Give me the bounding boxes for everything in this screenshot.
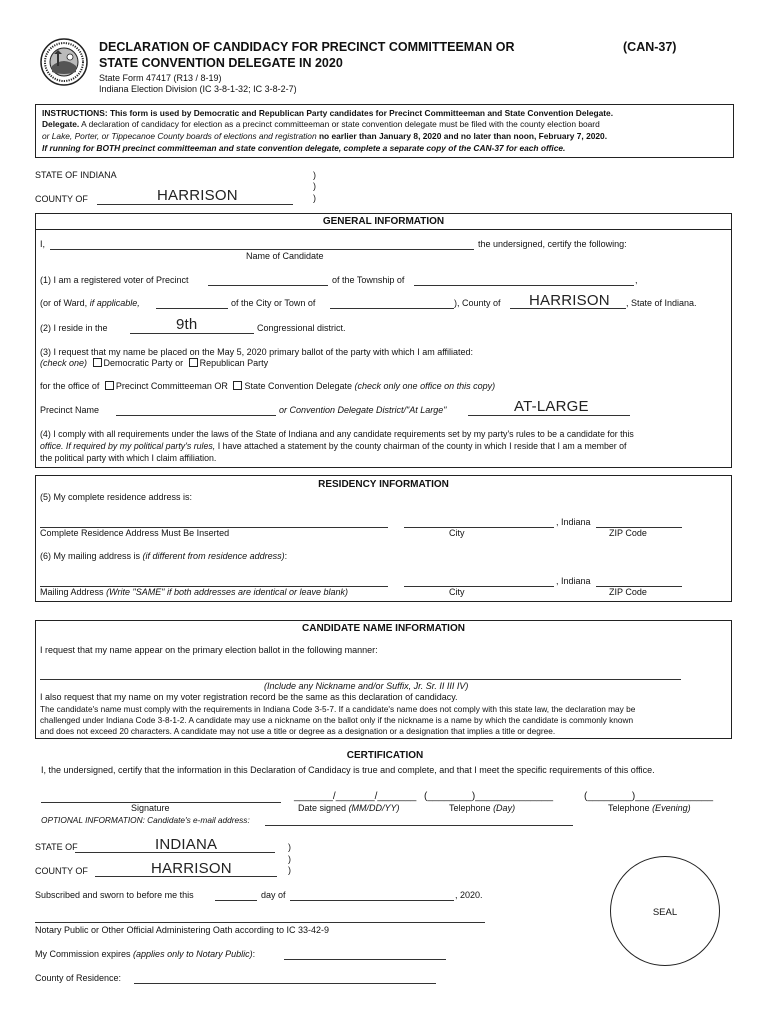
residence-indiana: , Indiana xyxy=(556,517,591,527)
name-law-note-3: and does not exceed 20 characters. A candidate may not use a title or degree as a designation or a designation that implies a title or degree. xyxy=(40,726,556,736)
venue-county-value[interactable]: HARRISON xyxy=(157,187,238,204)
telephone-evening-caption: Telephone xyxy=(608,803,650,813)
include-nickname-note: (Include any Nickname and/or Suffix, Jr. Sr. II III IV) xyxy=(264,681,469,691)
line6-mailing: (6) My mailing address is xyxy=(40,551,141,561)
ballot-name-line[interactable] xyxy=(40,679,681,680)
state-convention-delegate-label: State Convention Delegate xyxy=(244,381,353,391)
delegate-district-line xyxy=(468,415,630,416)
state-convention-delegate-checkbox[interactable] xyxy=(233,381,242,390)
notary-seal-area xyxy=(610,856,720,966)
candidate-name-title: CANDIDATE NAME INFORMATION xyxy=(302,623,465,634)
certification-title: CERTIFICATION xyxy=(346,750,424,761)
i-label: I, xyxy=(40,239,46,249)
notary-state-label: STATE OF xyxy=(35,842,78,852)
mailing-zip-caption: ZIP Code xyxy=(609,587,647,597)
general-information-box xyxy=(35,213,732,468)
instructions-normal: A declaration of candidacy for election as a precinct committeeman or state convention delegate must be filed with the county election board xyxy=(81,119,600,129)
notary-paren-3: ) xyxy=(288,865,291,875)
date-field[interactable]: _______/_______/_______ xyxy=(294,791,417,802)
venue-paren-1: ) xyxy=(313,170,316,180)
line1-precinct-label: (1) I am a registered voter of Precinct xyxy=(40,275,189,285)
line2-reside-label: (2) I reside in the xyxy=(40,323,108,333)
line5-residence: (5) My complete residence address is: xyxy=(40,492,193,502)
telephone-day-field[interactable]: (________)______________ xyxy=(424,791,554,802)
instructions-bold: This form is used by Democratic and Republican Party candidates for Precinct Committeeman and State Convention Delegate. xyxy=(109,108,614,118)
mailing-address-caption: Mailing Address xyxy=(40,587,104,597)
telephone-evening-field[interactable]: (________)______________ xyxy=(584,791,714,802)
delegate-district-label: or Convention Delegate District/"At Large" xyxy=(279,405,447,415)
county-of-label: ), County of xyxy=(454,298,501,308)
telephone-day-caption: Telephone xyxy=(449,803,491,813)
mailing-city-line[interactable] xyxy=(404,586,554,587)
precinct-committeeman-label: Precinct Committeeman OR xyxy=(115,381,228,391)
seal-label: SEAL xyxy=(652,907,678,918)
state-seal-icon xyxy=(40,38,88,86)
undersigned-text: the undersigned, certify the following: xyxy=(478,239,627,249)
candidate-name-box xyxy=(35,620,732,739)
instructions-delegate: Delegate. xyxy=(42,119,80,129)
district-line xyxy=(130,333,254,334)
check-one-label: (check one) xyxy=(40,358,88,368)
division-citation: Indiana Election Division (IC 3-8-1-32; IC 3-8-2-7) xyxy=(99,84,297,94)
signature-caption: Signature xyxy=(131,803,170,813)
year-label: , 2020. xyxy=(455,890,483,900)
residence-address-caption: Complete Residence Address Must Be Inserted xyxy=(40,528,230,538)
ward-line[interactable] xyxy=(156,308,228,309)
subscribed-month-line[interactable] xyxy=(290,900,454,901)
democratic-checkbox[interactable] xyxy=(93,358,102,367)
democratic-label: Democratic Party or xyxy=(103,358,184,368)
line4-comply: (4) I comply with all requirements under the laws of the State of Indiana and any candidate requirements set by my party's rules to be a candidate for this xyxy=(40,429,634,439)
venue-paren-3: ) xyxy=(313,193,316,203)
mailing-address-note: (Write "SAME" if both addresses are identical or leave blank) xyxy=(106,587,349,597)
residence-city-line[interactable] xyxy=(404,527,554,528)
republican-checkbox[interactable] xyxy=(189,358,198,367)
notary-state-value[interactable]: INDIANA xyxy=(155,836,218,853)
notary-county-value[interactable]: HARRISON xyxy=(151,860,232,877)
residence-county-label: County of Residence: xyxy=(35,973,122,983)
line4-affiliation: the political party with which I claim affiliation. xyxy=(40,453,217,463)
day-of-label: day of xyxy=(261,890,286,900)
name-law-note-1: The candidate's name must comply with the requirements in Indiana Code 3-5-7. If a candidate's name does not comply with this state law, the declaration may be xyxy=(40,704,636,714)
line3-request: (3) I request that my name be placed on the May 5, 2020 primary ballot of the party with which I am affiliated: xyxy=(40,347,474,357)
line2-congressional-label: Congressional district. xyxy=(257,323,346,333)
general-title: GENERAL INFORMATION xyxy=(322,216,445,227)
republican-label: Republican Party xyxy=(199,358,269,368)
instructions-line2-italic: or Lake, Porter, or Tippecanoe County boards of elections and registration xyxy=(42,131,317,141)
date-format-caption: (MM/DD/YY) xyxy=(348,803,400,813)
venue-county-label: COUNTY OF xyxy=(35,194,88,204)
state-form-number: State Form 47417 (R13 / 8-19) xyxy=(99,73,222,83)
email-line[interactable] xyxy=(265,825,573,826)
residency-title: RESIDENCY INFORMATION xyxy=(318,479,449,490)
line6-colon: : xyxy=(284,551,288,561)
form-title-line2: STATE CONVENTION DELEGATE IN 2020 xyxy=(99,56,343,70)
optional-email-label: OPTIONAL INFORMATION: Candidate's e-mail address: xyxy=(41,815,250,825)
venue-county-line xyxy=(97,204,293,205)
line4-italic: office. If required by my political party's rules, xyxy=(40,441,216,451)
subscribed-label: Subscribed and sworn to before me this xyxy=(35,890,194,900)
date-signed-caption: Date signed xyxy=(298,803,347,813)
ward-label: (or of Ward, xyxy=(40,298,88,308)
state-of-indiana-label: , State of Indiana. xyxy=(626,298,697,308)
commission-colon: : xyxy=(252,949,256,959)
line1-township-label: of the Township of xyxy=(332,275,405,285)
instructions-label: INSTRUCTIONS: xyxy=(42,108,108,118)
notary-caption: Notary Public or Other Official Administering Oath according to IC 33-42-9 xyxy=(35,925,329,935)
venue-state: STATE OF INDIANA xyxy=(35,170,117,180)
residence-zip-caption: ZIP Code xyxy=(609,528,647,538)
notary-county-label: COUNTY OF xyxy=(35,866,88,876)
district-value[interactable]: 9th xyxy=(176,316,198,333)
residency-information-box xyxy=(35,475,732,602)
precinct-name-label: Precinct Name xyxy=(40,405,100,415)
residence-city-caption: City xyxy=(449,528,465,538)
mailing-indiana: , Indiana xyxy=(556,576,591,586)
form-title-line1: DECLARATION OF CANDIDACY FOR PRECINCT COMMITTEEMAN OR xyxy=(99,40,515,54)
instructions-deadline: no earlier than January 8, 2020 and no later than noon, February 7, 2020. xyxy=(318,131,608,141)
commission-label: My Commission expires xyxy=(35,949,131,959)
precinct-committeeman-checkbox[interactable] xyxy=(105,381,114,390)
subscribed-day-line[interactable] xyxy=(215,900,257,901)
notary-paren-1: ) xyxy=(288,842,291,852)
form-code: (CAN-37) xyxy=(623,40,677,54)
also-request-text: I also request that my name on my voter registration record be the same as this declaration of candidacy. xyxy=(40,692,458,702)
office-label: for the office of xyxy=(40,381,100,391)
mailing-city-caption: City xyxy=(449,587,465,597)
evening-caption: (Evening) xyxy=(652,803,691,813)
township-line[interactable] xyxy=(414,285,634,286)
certification-text: I, the undersigned, certify that the information in this Declaration of Candidacy is true and complete, and that I meet the specific requirements of this office. xyxy=(41,765,655,775)
residence-county-line[interactable] xyxy=(134,983,436,984)
delegate-district-value[interactable]: AT-LARGE xyxy=(514,398,589,415)
name-caption: Name of Candidate xyxy=(246,251,324,261)
notary-signature-line[interactable] xyxy=(35,922,485,923)
notary-paren-2: ) xyxy=(288,854,291,864)
ward-county-value[interactable]: HARRISON xyxy=(529,292,610,309)
commission-note: (applies only to Notary Public) xyxy=(133,949,253,959)
precinct-line[interactable] xyxy=(208,285,328,286)
city-town-line[interactable] xyxy=(330,308,454,309)
line6-if-different: (if different from residence address) xyxy=(142,551,285,561)
commission-line[interactable] xyxy=(284,959,446,960)
instructions-both-offices: If running for BOTH precinct committeeman and state convention delegate, complete a separate copy of the CAN-37 for each office. xyxy=(42,143,566,153)
line4-statement: I have attached a statement by the county chairman of the county in which I reside that I am a member of xyxy=(217,441,627,451)
venue-paren-2: ) xyxy=(313,181,316,191)
ward-if-applicable: if applicable, xyxy=(89,298,140,308)
precinct-name-line[interactable] xyxy=(116,415,276,416)
day-caption: (Day) xyxy=(493,803,516,813)
candidate-name-line[interactable] xyxy=(50,249,474,250)
office-note: (check only one office on this copy) xyxy=(354,381,496,391)
name-law-note-2: challenged under Indiana Code 3-8-1-2. A candidate may use a nickname on the ballot only if the nickname is a name by which the candidate is commonly known xyxy=(40,715,634,725)
line1-comma: , xyxy=(635,275,638,285)
instructions-box xyxy=(35,104,734,158)
city-town-label: of the City or Town of xyxy=(231,298,316,308)
candidate-name-request: I request that my name appear on the primary election ballot in the following manner: xyxy=(40,645,378,655)
